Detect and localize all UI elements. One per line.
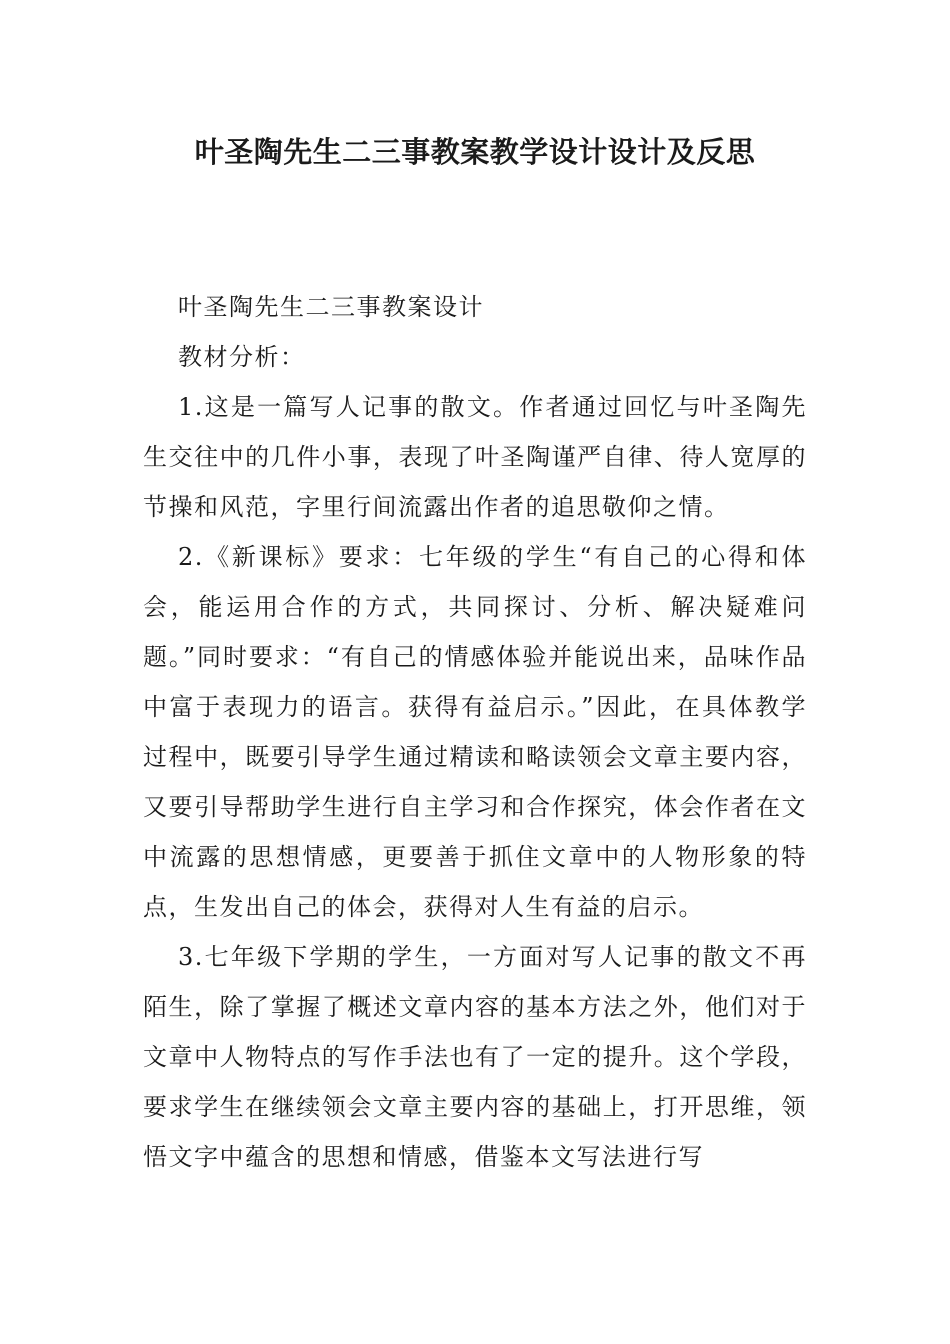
- document-subtitle: 叶圣陶先生二三事教案设计: [178, 293, 484, 321]
- paragraph-3: 3.七年级下学期的学生，一方面对写人记事的散文不再陌生，除了掌握了概述文章内容的基本方法之外，他们对于文章中人物特点的写作手法也有了一定的提升。这个学段，要求学生在继续领会文章主要内容的基础上，打开思维，领悟文字中蕴含的思想和情感，借鉴本文写法进行写: [143, 943, 807, 1171]
- section-heading: 教材分析：: [178, 343, 306, 371]
- paragraph-2: 2.《新课标》要求：七年级的学生“有自己的心得和体会，能运用合作的方式，共同探讨、分析、解决疑难问题。”同时要求：“有自己的情感体验并能说出来，品味作品中富于表现力的语言。获得有益启示。”因此，在具体教学过程中，既要引导学生通过精读和略读领会文章主要内容，又要引导帮助学生进行自主学习和合作探究，体会作者在文中流露的思想情感，更要善于抓住文章中的人物形象的特点，生发出自己的体会，获得对人生有益的启示。: [143, 543, 807, 921]
- document-body: [143, 282, 807, 1182]
- document-title: 叶圣陶先生二三事教案教学设计设计及反思: [194, 135, 756, 169]
- paragraph-1: 1.这是一篇写人记事的散文。作者通过回忆与叶圣陶先生交往中的几件小事，表现了叶圣陶谨严自律、待人宽厚的节操和风范，字里行间流露出作者的追思敬仰之情。: [143, 393, 807, 521]
